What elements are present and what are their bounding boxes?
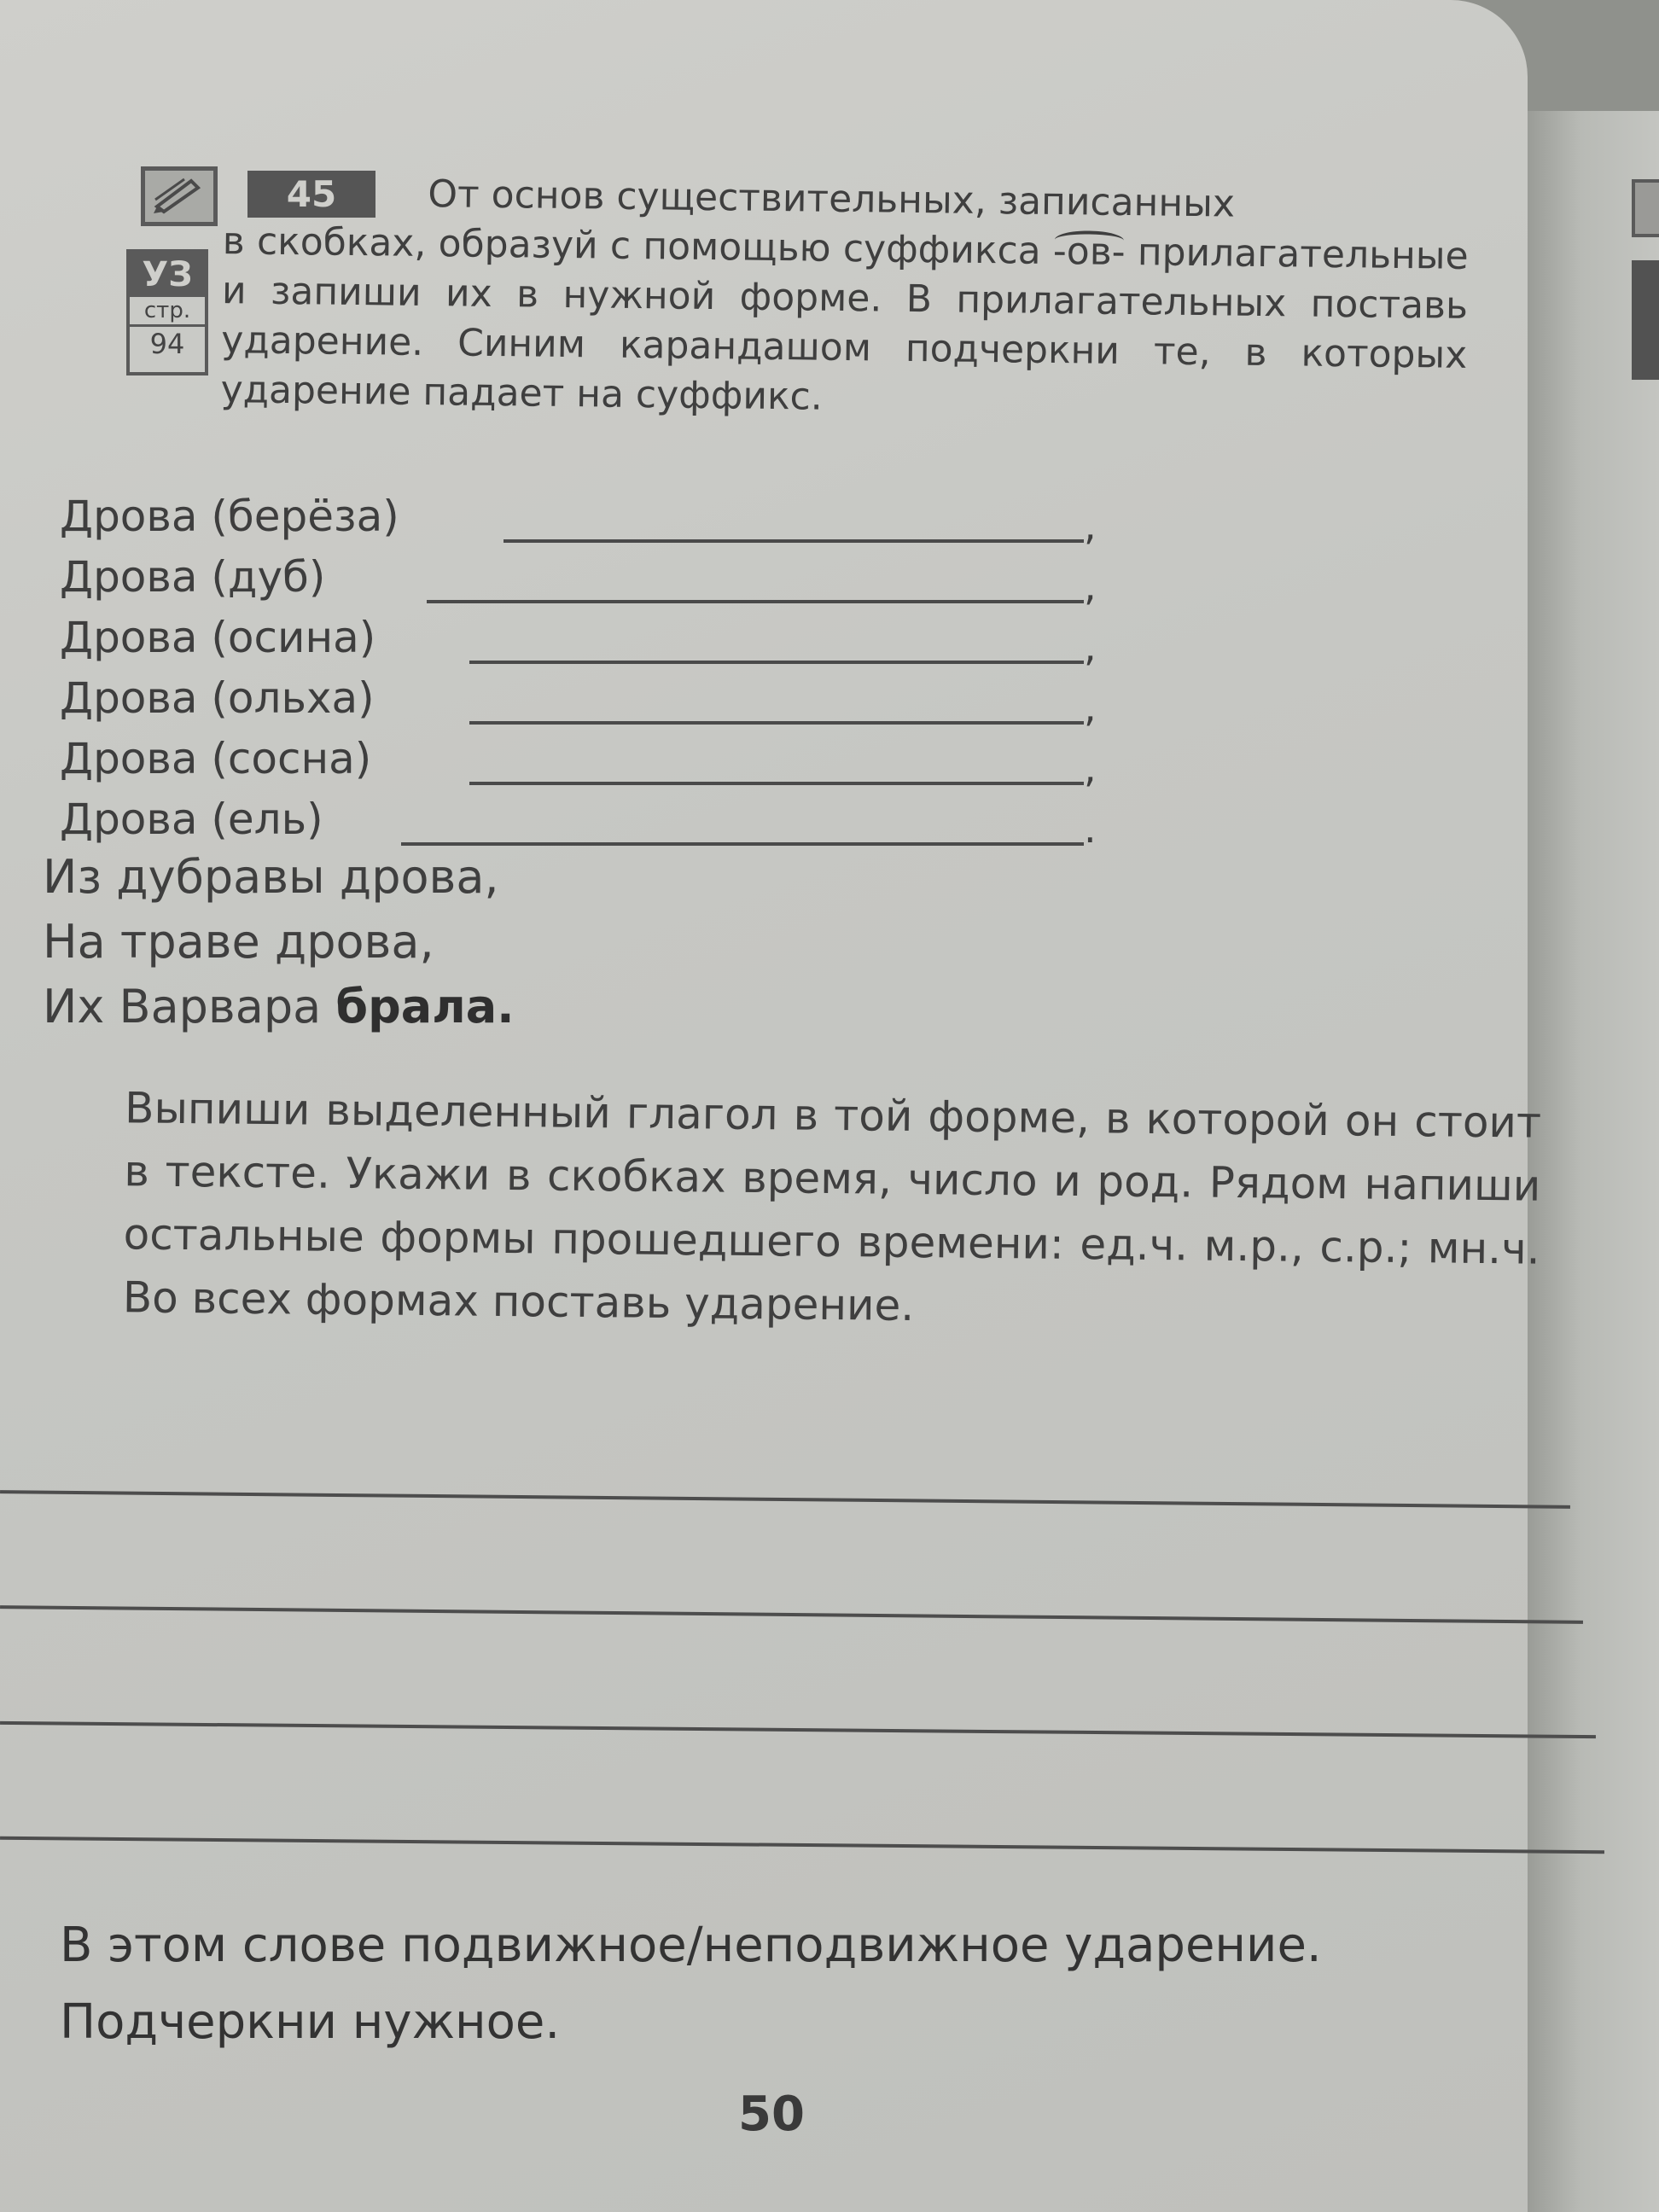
poem-line-prefix: Их Варвара [43,980,322,1033]
task-instructions [220,167,1469,430]
stress-note [60,1907,1621,2061]
suffix-mark: -ов- [1053,227,1126,277]
row-punct: , [1084,684,1097,731]
note-line: Подчеркни нужное. [60,1994,561,2050]
row-label: Дрова (берёза) [60,492,399,541]
poem [43,845,515,1039]
row-label: Дрова (дуб) [60,552,326,602]
answer-row [60,612,1097,672]
task2-instructions: Выпиши выделенный глагол в той форме, в которой он стоит в тексте. Укажи в скобках время, число и род. Рядом напиши остальные формы прошедшего времени: ед.ч. м.р., с.р.; мн.ч. Во всех формах поставь ударение. [122,1083,1542,1331]
row-punct: . [1084,806,1097,852]
task-first-line: От основ существительных, записанных [428,172,1236,226]
row-punct: , [1084,563,1097,609]
row-label: Дрова (ель) [60,795,323,844]
note-line: В этом слове подвижное/неподвижное ударение. [60,1918,1322,1973]
next-page-pencil-icon [1632,179,1659,237]
answer-blank[interactable] [427,600,1084,603]
reference-page-label: стр. [143,298,191,323]
row-punct: , [1084,503,1097,549]
answer-row [60,672,1097,733]
poem-line [43,975,515,1039]
answer-row [60,551,1097,612]
task-text-before-suffix: в скобках, образуй с помощью суффикса [222,219,1041,273]
answer-rows [60,491,1097,854]
answer-row [60,491,1097,551]
answer-row [60,733,1097,794]
reference-badge [126,249,208,375]
row-label: Дрова (ольха) [60,673,375,723]
row-label: Дрова (осина) [60,613,376,662]
answer-blank[interactable] [469,782,1084,785]
answer-blank[interactable] [469,661,1084,664]
page-number: 50 [738,2087,805,2142]
exercise-number: 45 [247,171,375,218]
next-page-edge [1528,111,1659,2212]
reference-page-number: 94 [130,324,205,361]
answer-blank[interactable] [469,721,1084,725]
row-punct: , [1084,745,1097,791]
reference-code: УЗ [130,253,205,297]
next-page-badge [1632,260,1659,380]
row-punct: , [1084,624,1097,670]
poem-line: Из дубравы дрова, [43,850,499,904]
row-label: Дрова (сосна) [60,734,372,783]
poem-line: На траве дрова, [43,915,434,969]
highlighted-verb: брала. [335,980,515,1033]
task-text-after-suffix: прилагательные и запиши их в нужной форме. В прилагательных поставь ударение. Синим карандашом подчеркни те, в которых ударение падает на суффикс. [220,230,1469,419]
write-pencil-icon [141,166,218,226]
answer-blank[interactable] [504,539,1084,543]
